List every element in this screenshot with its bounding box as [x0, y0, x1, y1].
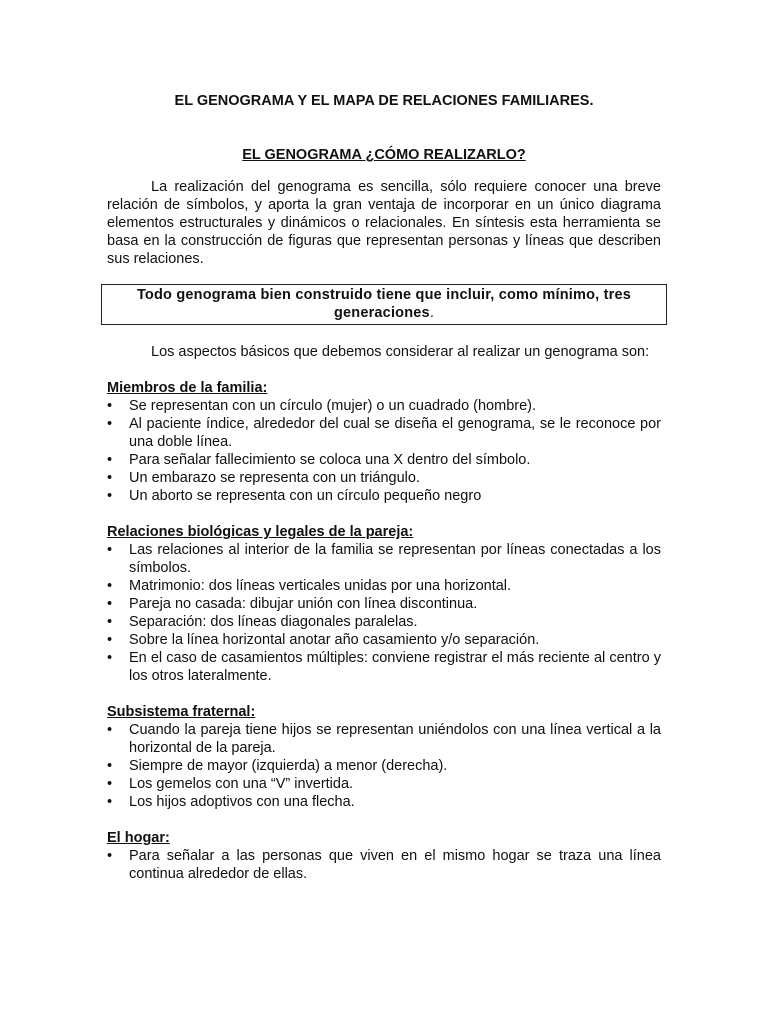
bullet-list	[107, 847, 661, 883]
list-item	[107, 451, 661, 469]
callout-tail: .	[429, 305, 435, 321]
list-item	[107, 415, 661, 451]
list-item-text: Siempre de mayor (izquierda) a menor (derecha).	[129, 758, 448, 774]
list-item-text: Se representan con un círculo (mujer) o un cuadrado (hombre).	[129, 398, 537, 414]
document-title: EL GENOGRAMA Y EL MAPA DE RELACIONES FAMILIARES.	[174, 93, 594, 109]
list-item-text: Los hijos adoptivos con una flecha.	[129, 794, 355, 810]
list-item	[107, 613, 661, 631]
list-item-text: Matrimonio: dos líneas verticales unidas por una horizontal.	[129, 578, 512, 594]
list-item-text: Las relaciones al interior de la familia se representan por líneas conectadas a los símbolos.	[129, 542, 661, 576]
bullet-icon: •	[107, 452, 113, 468]
list-item	[107, 757, 661, 775]
list-item	[107, 793, 661, 811]
list-item	[107, 631, 661, 649]
bullet-icon: •	[107, 722, 113, 738]
list-item-text: Para señalar a las personas que viven en el mismo hogar se traza una línea continua alrededor de ellas.	[129, 848, 661, 882]
bullet-list	[107, 721, 661, 811]
list-item	[107, 487, 661, 505]
bullet-icon: •	[107, 758, 113, 774]
aspects-intro-paragraph: Los aspectos básicos que debemos considerar al realizar un genograma son:	[151, 344, 650, 360]
section-subtitle: EL GENOGRAMA ¿CÓMO REALIZARLO?	[242, 147, 526, 163]
bullet-icon: •	[107, 470, 113, 486]
list-item	[107, 397, 661, 415]
list-item-text: Sobre la línea horizontal anotar año casamiento y/o separación.	[129, 632, 540, 648]
bullet-icon: •	[107, 596, 113, 612]
bullet-icon: •	[107, 794, 113, 810]
list-item-text: Cuando la pareja tiene hijos se representan uniéndolos con una línea vertical a la horizontal de la pareja.	[129, 722, 661, 756]
bullet-icon: •	[107, 416, 113, 432]
callout-box	[101, 284, 667, 325]
list-item-text: Pareja no casada: dibujar unión con línea discontinua.	[129, 596, 478, 612]
list-item-text: En el caso de casamientos múltiples: conviene registrar el más reciente al centro y los otros lateralmente.	[129, 650, 661, 684]
list-item-text: Al paciente índice, alrededor del cual se diseña el genograma, se le reconoce por una doble línea.	[129, 416, 661, 450]
section-heading-couple-relations: Relaciones biológicas y legales de la pareja:	[107, 524, 414, 540]
bullet-icon: •	[107, 614, 113, 630]
intro-paragraph: La realización del genograma es sencilla, sólo requiere conocer una breve relación de símbolos, y aporta la gran ventaja de incorporar en un único diagrama elementos estructurales y dinámicos o relacionales. En síntesis esta herramienta se basa en la construcción de figuras que representan personas y líneas que describen sus relaciones.	[107, 179, 661, 267]
list-item	[107, 595, 661, 613]
list-item-text: Un aborto se representa con un círculo pequeño negro	[129, 488, 482, 504]
bullet-icon: •	[107, 398, 113, 414]
list-item	[107, 847, 661, 883]
list-item	[107, 721, 661, 757]
bullet-list	[107, 541, 661, 685]
bullet-list	[107, 397, 661, 505]
list-item-text: Separación: dos líneas diagonales paralelas.	[129, 614, 418, 630]
list-item	[107, 649, 661, 685]
list-item-text: Un embarazo se representa con un triángulo.	[129, 470, 420, 486]
document-page	[107, 92, 661, 883]
bullet-icon: •	[107, 776, 113, 792]
bullet-icon: •	[107, 848, 113, 864]
callout-bold-text: Todo genograma bien construido tiene que incluir, como mínimo, tres generaciones	[136, 287, 632, 321]
section-heading-family-members: Miembros de la familia:	[107, 380, 268, 396]
list-item-text: Para señalar fallecimiento se coloca una X dentro del símbolo.	[129, 452, 531, 468]
bullet-icon: •	[107, 542, 113, 558]
list-item	[107, 775, 661, 793]
list-item	[107, 577, 661, 595]
bullet-icon: •	[107, 578, 113, 594]
sections-container	[107, 379, 661, 883]
section-heading-sibling-subsystem: Subsistema fraternal:	[107, 704, 256, 720]
list-item-text: Los gemelos con una “V” invertida.	[129, 776, 354, 792]
bullet-icon: •	[107, 488, 113, 504]
bullet-icon: •	[107, 650, 113, 666]
list-item	[107, 541, 661, 577]
section-heading-household: El hogar:	[107, 830, 170, 846]
bullet-icon: •	[107, 632, 113, 648]
list-item	[107, 469, 661, 487]
